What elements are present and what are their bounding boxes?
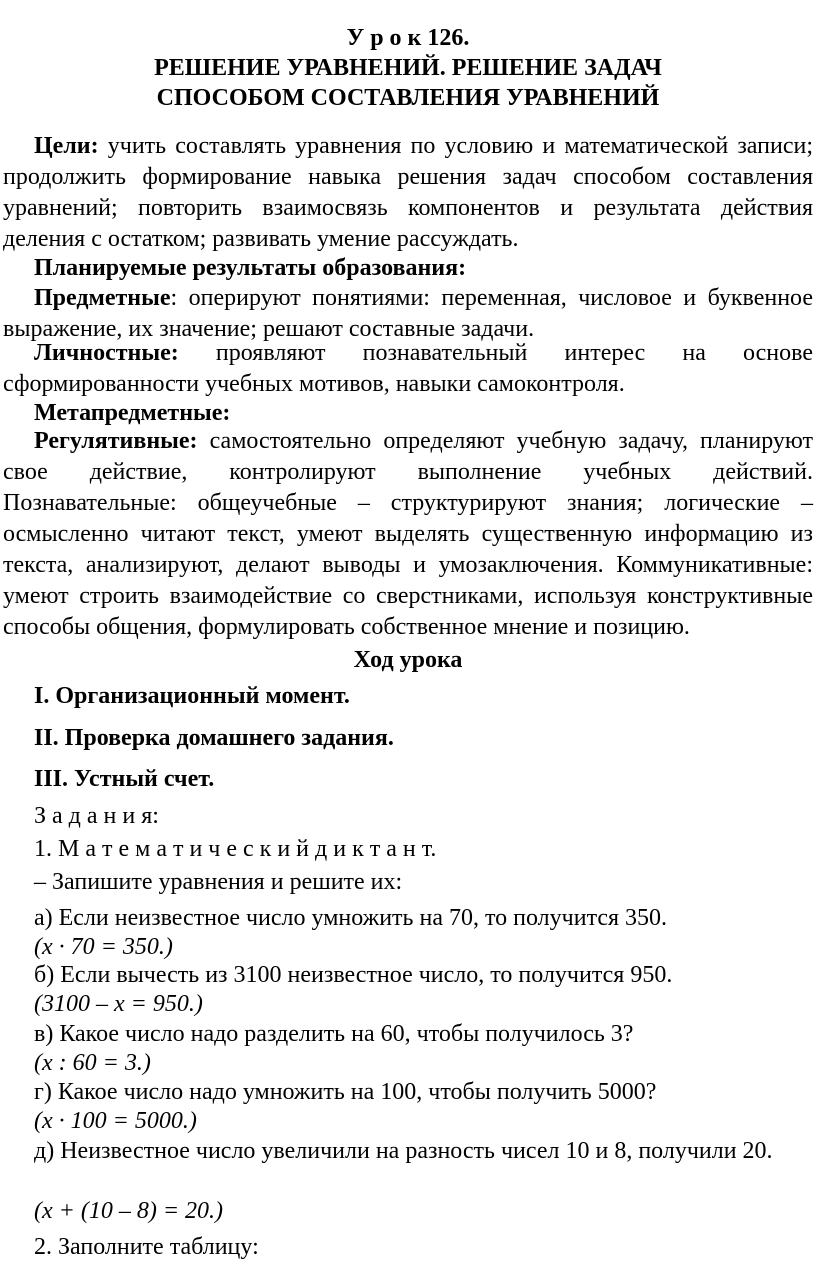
item-d-answer: (x · 100 = 5000.) xyxy=(34,1108,197,1134)
personal-label: Личностные: xyxy=(34,340,179,366)
meta-heading: Метапредметные: xyxy=(34,400,231,426)
item-a-answer: (x · 70 = 350.) xyxy=(34,934,173,960)
item-c-text: в) Какое число надо разделить на 60, чтобы получилось 3? xyxy=(34,1021,634,1047)
goals-text: учить составлять уравнения по условию и математической записи; продолжить формирование навыка решения задач способом составления уравнений; повторить взаимосвязь компонентов и результата действия деления с остатком; развивать умение рассуждать. xyxy=(3,133,813,252)
regulative-text: самостоятельно определяют учебную задачу, планируют свое действие, контролируют выполнение учебных действий. Познавательные: общеучебные – структурируют знания; логические – осмысленно читают текст, умеют выделять существенную информацию из текста, анализируют, делают выводы и умозаключения. Коммуникативные: умеют строить взаимодействие со сверстниками, используя конструктивные способы общения, формулировать собственное мнение и позицию. xyxy=(3,428,813,640)
task1-title: М а т е м а т и ч е с к и й д и к т а н т. xyxy=(58,836,437,862)
goals-paragraph xyxy=(3,131,813,255)
personal-text: проявляют познавательный интерес на основе сформированности учебных мотивов, навыки самоконтроля. xyxy=(3,340,813,397)
task1-number: 1. xyxy=(34,836,52,862)
regulative-paragraph xyxy=(3,426,813,643)
item-c-answer: (x : 60 = 3.) xyxy=(34,1050,151,1076)
subject-text: : оперируют понятиями: переменная, числовое и буквенное выражение, их значение; решают составные задачи. xyxy=(3,285,813,342)
regulative-label: Регулятивные: xyxy=(34,428,198,454)
stage-homework-check: II. Проверка домашнего задания. xyxy=(34,725,394,751)
tasks-label: З а д а н и я: xyxy=(34,803,159,829)
item-d-text: г) Какое число надо умножить на 100, чтобы получить 5000? xyxy=(34,1079,657,1105)
title-line-1: РЕШЕНИЕ УРАВНЕНИЙ. РЕШЕНИЕ ЗАДАЧ xyxy=(154,55,662,81)
lesson-flow-heading: Ход урока xyxy=(353,647,463,673)
lesson-number: У р о к 126. xyxy=(346,25,470,51)
goals-label: Цели: xyxy=(34,133,99,159)
task1-heading xyxy=(34,834,436,864)
task2-heading: 2. Заполните таблицу: xyxy=(34,1234,259,1260)
item-b-text: б) Если вычесть из 3100 неизвестное число, то получится 950. xyxy=(34,962,673,988)
task1-instruction: – Запишите уравнения и решите их: xyxy=(34,869,403,895)
personal-paragraph xyxy=(3,338,813,400)
stage-organizational: I. Организационный момент. xyxy=(34,683,350,709)
item-b-answer: (3100 – x = 950.) xyxy=(34,991,203,1017)
subject-label: Предметные xyxy=(34,285,171,311)
subject-paragraph xyxy=(3,283,813,345)
title-line-2: СПОСОБОМ СОСТАВЛЕНИЯ УРАВНЕНИЙ xyxy=(156,85,660,111)
stage-oral-count: III. Устный счет. xyxy=(34,766,215,792)
item-e-text: д) Неизвестное число увеличили на разность чисел 10 и 8, получили 20. xyxy=(34,1138,773,1164)
item-e-answer: (x + (10 – 8) = 20.) xyxy=(34,1198,224,1224)
item-a-text: а) Если неизвестное число умножить на 70, то получится 350. xyxy=(34,905,668,931)
results-heading: Планируемые результаты образования: xyxy=(34,255,467,281)
